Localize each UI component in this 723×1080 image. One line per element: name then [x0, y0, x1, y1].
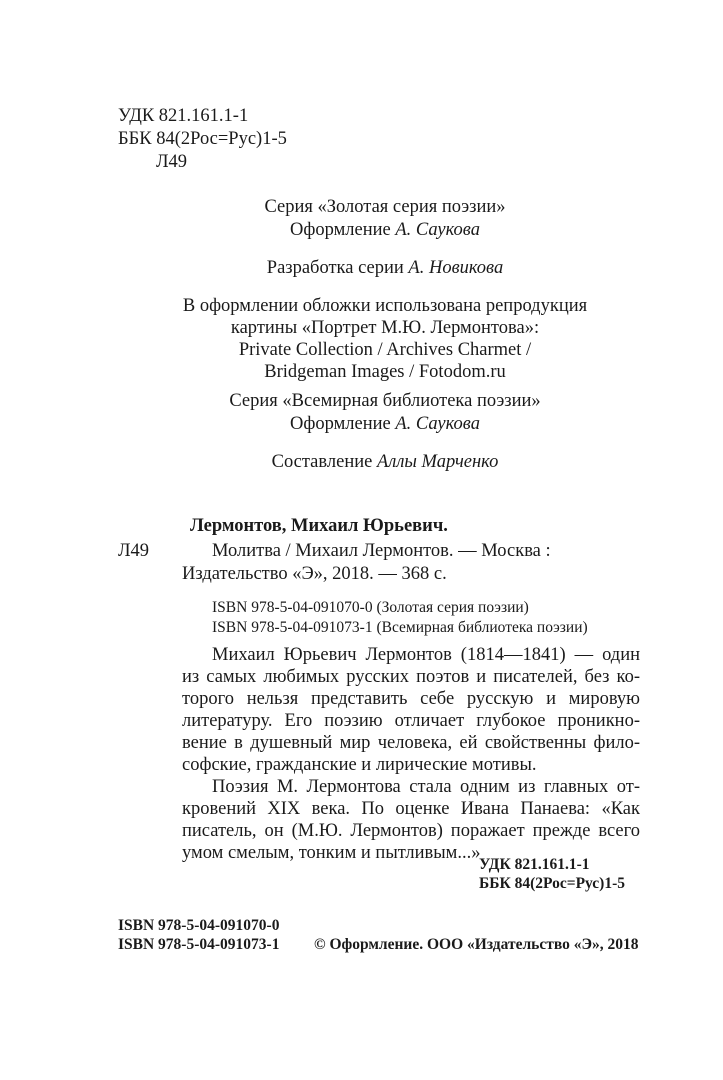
compiler-prefix: Составление: [271, 452, 377, 472]
series-developer-name: А. Новикова: [408, 258, 504, 278]
series2-design: [130, 413, 640, 435]
compiler-name: Аллы Марченко: [376, 452, 499, 472]
bbk-code-top: ББК 84(2Рос=Рус)1-5: [118, 129, 287, 149]
catalog-isbn-2: ISBN 978-5-04-091073-1 (Всемирная библиотека поэзии): [212, 619, 588, 636]
series1-design-prefix: Оформление: [290, 220, 396, 240]
series-development-prefix: Разработка серии: [266, 258, 409, 278]
cover-credit-line: Bridgeman Images / Fotodom.ru: [264, 362, 506, 382]
annotation-line: софские, гражданские и лирические мотивы.: [182, 755, 537, 775]
annotation-line: вение в душевный мир человека, ей свойственны фило-: [182, 733, 640, 753]
annotation-line: умом смелым, тонким и пытливым...»: [182, 843, 481, 863]
catalog-title-line2: Издательство «Э», 2018. — 368 с.: [182, 564, 447, 584]
cover-credit-line: картины «Портрет М.Ю. Лермонтова»:: [230, 318, 540, 338]
annotation: [182, 644, 640, 864]
catalog-author: Лермонтов, Михаил Юрьевич.: [190, 516, 448, 536]
udk-code-bottom: УДК 821.161.1-1: [479, 856, 590, 873]
bbk-code-bottom: ББК 84(2Рос=Рус)1-5: [479, 875, 626, 892]
footer-isbn-1: ISBN 978-5-04-091070-0: [118, 917, 280, 934]
annotation-line: из самых любимых русских поэтов и писателей, без ко-: [182, 667, 640, 687]
footer-copyright: © Оформление. ООО «Издательство «Э», 2018: [314, 936, 639, 953]
author-mark-top: Л49: [156, 152, 188, 172]
series-development: [130, 257, 640, 279]
series2-design-prefix: Оформление: [290, 414, 396, 434]
annotation-line: кровений XIX века. По оценке Ивана Панаева: «Как: [182, 799, 640, 819]
series2-designer-name: А. Саукова: [395, 414, 480, 434]
annotation-line: Михаил Юрьевич Лермонтов (1814—1841) — один: [212, 645, 640, 665]
footer-isbn-2: ISBN 978-5-04-091073-1: [118, 936, 280, 953]
annotation-line: Поэзия М. Лермонтова стала одним из главных от-: [212, 777, 640, 797]
annotation-line: писатель, он (М.Ю. Лермонтов) поражает прежде всего: [182, 821, 640, 841]
compiler-credit: [130, 451, 640, 473]
annotation-line: литературу. Его поэзию отличает глубокое проникно-: [182, 711, 640, 731]
cover-credit-line: В оформлении обложки использована репродукция: [182, 296, 588, 316]
catalog-mark: Л49: [118, 541, 150, 561]
cover-credit-line: Private Collection / Archives Charmet /: [238, 340, 532, 360]
series1-designer-name: А. Саукова: [395, 220, 480, 240]
series1-title: Серия «Золотая серия поэзии»: [264, 197, 506, 217]
udk-code-top: УДК 821.161.1-1: [118, 106, 249, 126]
cover-credits: [130, 295, 640, 383]
series1-design: [130, 219, 640, 241]
catalog-isbn-1: ISBN 978-5-04-091070-0 (Золотая серия поэзии): [212, 599, 529, 616]
catalog-title-line1: Молитва / Михаил Лермонтов. — Москва :: [212, 541, 551, 561]
annotation-line: торого нельзя представить себе русскую и мировую: [182, 689, 640, 709]
series2-title: Серия «Всемирная библиотека поэзии»: [229, 391, 541, 411]
